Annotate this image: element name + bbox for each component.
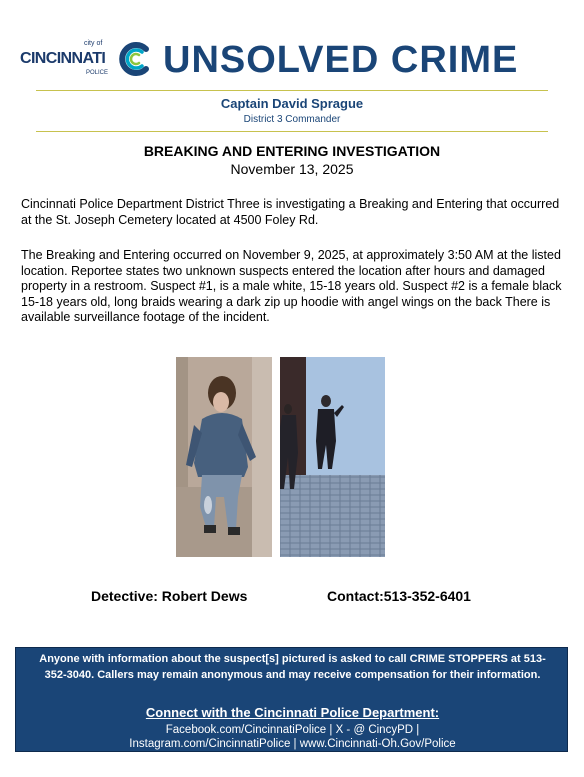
cincinnati-police-logo [20, 38, 150, 82]
divider-top [36, 90, 548, 91]
logo-department: POLICE [86, 70, 109, 76]
page-title: UNSOLVED CRIME [163, 39, 519, 81]
logo-city-name: CINCINNATI [20, 50, 106, 67]
c-emblem-icon [116, 40, 152, 78]
crime-stoppers-notice: Anyone with information about the suspect[s] pictured is asked to call CRIME STOPPERS at 513-352-3040. Callers may remain anonymous and may receive compensation for their information. [39, 653, 546, 681]
crime-stoppers-footer [15, 647, 568, 752]
social-links-line-1: Facebook.com/CincinnatiPolice | X - @ CincyPD | [165, 724, 420, 736]
divider-bottom [36, 131, 548, 132]
contact-phone: Contact:513-352-6401 [327, 588, 471, 604]
summary-paragraph: Cincinnati Police Department District Three is investigating a Breaking and Entering that occurred at the St. Joseph Cemetery located at 4500 Foley Rd. [21, 197, 560, 227]
commander-role: District 3 Commander [243, 114, 341, 125]
logo-city-of: city of [84, 40, 103, 47]
suspect-photo-1 [176, 357, 272, 557]
flyer-header [20, 34, 560, 88]
investigation-date: November 13, 2025 [230, 161, 354, 177]
investigation-title: BREAKING AND ENTERING INVESTIGATION [143, 143, 441, 159]
detective-name: Detective: Robert Dews [91, 588, 248, 604]
connect-heading: Connect with the Cincinnati Police Department: [145, 705, 440, 720]
suspect-photo-2 [280, 357, 385, 557]
details-paragraph: The Breaking and Entering occurred on November 9, 2025, at approximately 3:50 AM at the listed location. Reportee states two unknown suspects entered the location after hours and damaged property in a restroom. Suspect #1, is a male white, 15-18 years old. Suspect #2 is a female black 15-18 years old, long braids wearing a dark zip up hoodie with angel wings on the back There is available surveillance footage of the incident. [21, 248, 562, 324]
social-links-line-2: Instagram.com/CincinnatiPolice | www.Cincinnati-Oh.Gov/Police [129, 738, 456, 750]
commander-name: Captain David Sprague [220, 96, 364, 111]
